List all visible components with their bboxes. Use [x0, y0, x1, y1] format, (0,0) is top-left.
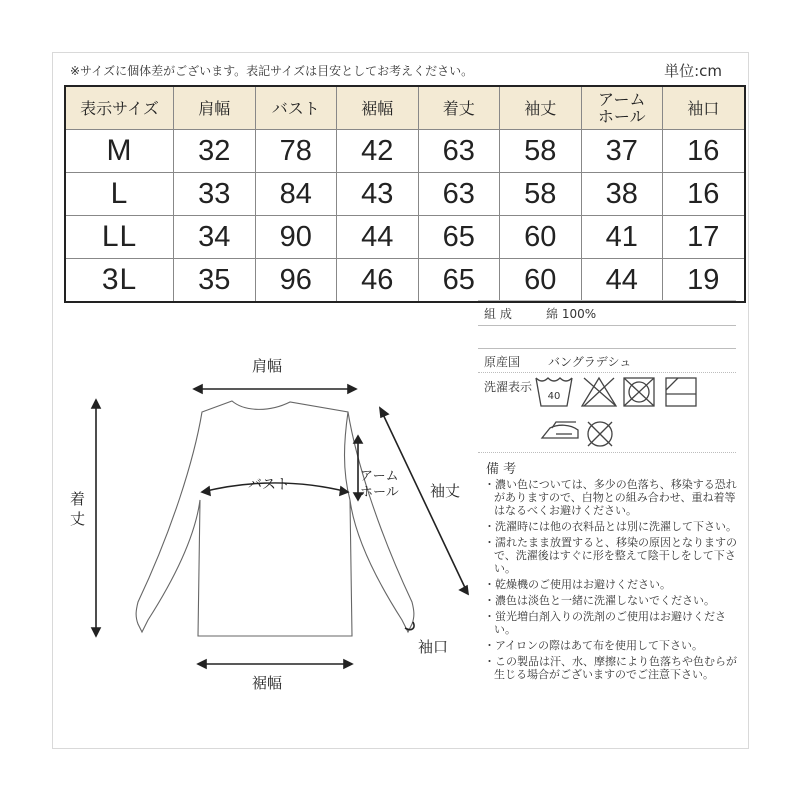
table-cell: LL	[65, 216, 174, 259]
diagram-sleeve-label: 袖丈	[430, 482, 461, 500]
info-divider-1	[478, 325, 736, 326]
header-armhole-line1: アーム	[597, 90, 646, 109]
info-divider-top	[478, 300, 736, 301]
no-dry-clean-icon	[588, 422, 612, 446]
table-cell: 33	[174, 173, 256, 216]
header-armhole-line2: ホール	[597, 107, 646, 126]
size-note: ※サイズに個体差がございます。表記サイズは目安としてお考えください。	[70, 64, 474, 78]
table-cell: 37	[581, 130, 663, 173]
table-cell: 96	[255, 259, 337, 303]
table-cell: M	[65, 130, 174, 173]
table-cell: 58	[500, 130, 582, 173]
list-item: ・乾燥機のご使用はお避けください。	[484, 578, 671, 591]
table-cell: 63	[418, 173, 500, 216]
wash-temp: 40	[547, 391, 561, 402]
diagram-length-label-2: 丈	[70, 510, 86, 528]
remarks-list	[484, 478, 746, 684]
table-row	[65, 130, 745, 173]
diagram-cuff-label: 袖口	[418, 638, 449, 656]
list-item: ・アイロンの際はあて布を使用して下さい。	[484, 639, 704, 652]
composition-value: 綿 100%	[546, 307, 597, 321]
header-length: 着丈	[418, 86, 500, 130]
diagram-shoulder-label: 肩幅	[252, 357, 283, 375]
header-size: 表示サイズ	[65, 86, 174, 130]
list-item: ・濃い色については、多少の色落ち、移染する恐れがありますので、白物との組み合わせ、重ね着等はなるべくお避けください。	[484, 478, 737, 517]
shirt-outline	[136, 401, 414, 636]
info-divider-2	[478, 348, 736, 349]
list-item: ・洗濯時には他の衣料品とは別に洗濯して下さい。	[484, 520, 737, 533]
table-cell: 63	[418, 130, 500, 173]
list-item: ・濡れたまま放置すると、移染の原因となりますので、洗濯後はすぐに形を整えて陰干しをして下さい。	[484, 536, 737, 575]
table-cell: 42	[337, 130, 419, 173]
header-bust: バスト	[255, 86, 337, 130]
table-cell: 3L	[65, 259, 174, 303]
header-hem: 裾幅	[337, 86, 419, 130]
table-row	[65, 259, 745, 303]
table-row	[65, 216, 745, 259]
table-cell: 35	[174, 259, 256, 303]
unit-label: 単位:cm	[664, 62, 722, 80]
header-cuff: 袖口	[663, 86, 745, 130]
table-cell: 41	[581, 216, 663, 259]
iron-low-icon	[542, 422, 578, 438]
care-label: 洗濯表示	[484, 380, 533, 394]
table-cell: 60	[500, 259, 582, 303]
care-icons	[530, 372, 740, 452]
table-cell: 65	[418, 259, 500, 303]
table-cell: 32	[174, 130, 256, 173]
header-shoulder: 肩幅	[174, 86, 256, 130]
no-tumble-dry-icon	[624, 378, 654, 406]
no-bleach-icon	[582, 378, 616, 406]
list-item: ・蛍光増白剤入りの洗剤のご使用はお避けください。	[484, 610, 726, 636]
header-sleeve: 袖丈	[500, 86, 582, 130]
table-cell: 65	[418, 216, 500, 259]
info-divider-4	[478, 452, 736, 453]
header-armhole	[581, 86, 663, 130]
table-cell: 44	[337, 216, 419, 259]
table-cell: 19	[663, 259, 745, 303]
table-cell: 58	[500, 173, 582, 216]
table-cell: 16	[663, 173, 745, 216]
table-header-row	[65, 86, 745, 130]
diagram-armhole-label-2: ホール	[360, 485, 399, 500]
list-item: ・この製品は汗、水、摩擦により色落ちや色むらが生じる場合がございますのでご注意下さい。	[484, 655, 737, 681]
table-cell: 16	[663, 130, 745, 173]
table-row	[65, 173, 745, 216]
diagram-bust-label: バスト	[248, 477, 290, 493]
armhole-curve	[345, 412, 351, 500]
table-cell: 78	[255, 130, 337, 173]
table-cell: 60	[500, 216, 582, 259]
diagram-length-label-1: 着	[70, 490, 86, 508]
diagram-hem-label: 裾幅	[252, 674, 283, 692]
diagram-armhole-label-1: アーム	[360, 469, 399, 484]
list-item: ・濃色は淡色と一緒に洗濯しないでください。	[484, 594, 715, 607]
origin-label: 原産国	[484, 355, 521, 369]
table-cell: 38	[581, 173, 663, 216]
table-cell: 44	[581, 259, 663, 303]
table-cell: 34	[174, 216, 256, 259]
table-cell: 17	[663, 216, 745, 259]
size-table	[64, 85, 746, 303]
remarks-title: 備 考	[486, 462, 517, 477]
origin-value: バングラデシュ	[548, 355, 632, 369]
table-cell: 46	[337, 259, 419, 303]
table-cell: 43	[337, 173, 419, 216]
table-cell: 90	[255, 216, 337, 259]
composition-label: 組 成	[484, 307, 512, 321]
garment-diagram	[60, 340, 480, 700]
table-cell: L	[65, 173, 174, 216]
line-dry-shade-icon	[666, 378, 696, 406]
table-cell: 84	[255, 173, 337, 216]
